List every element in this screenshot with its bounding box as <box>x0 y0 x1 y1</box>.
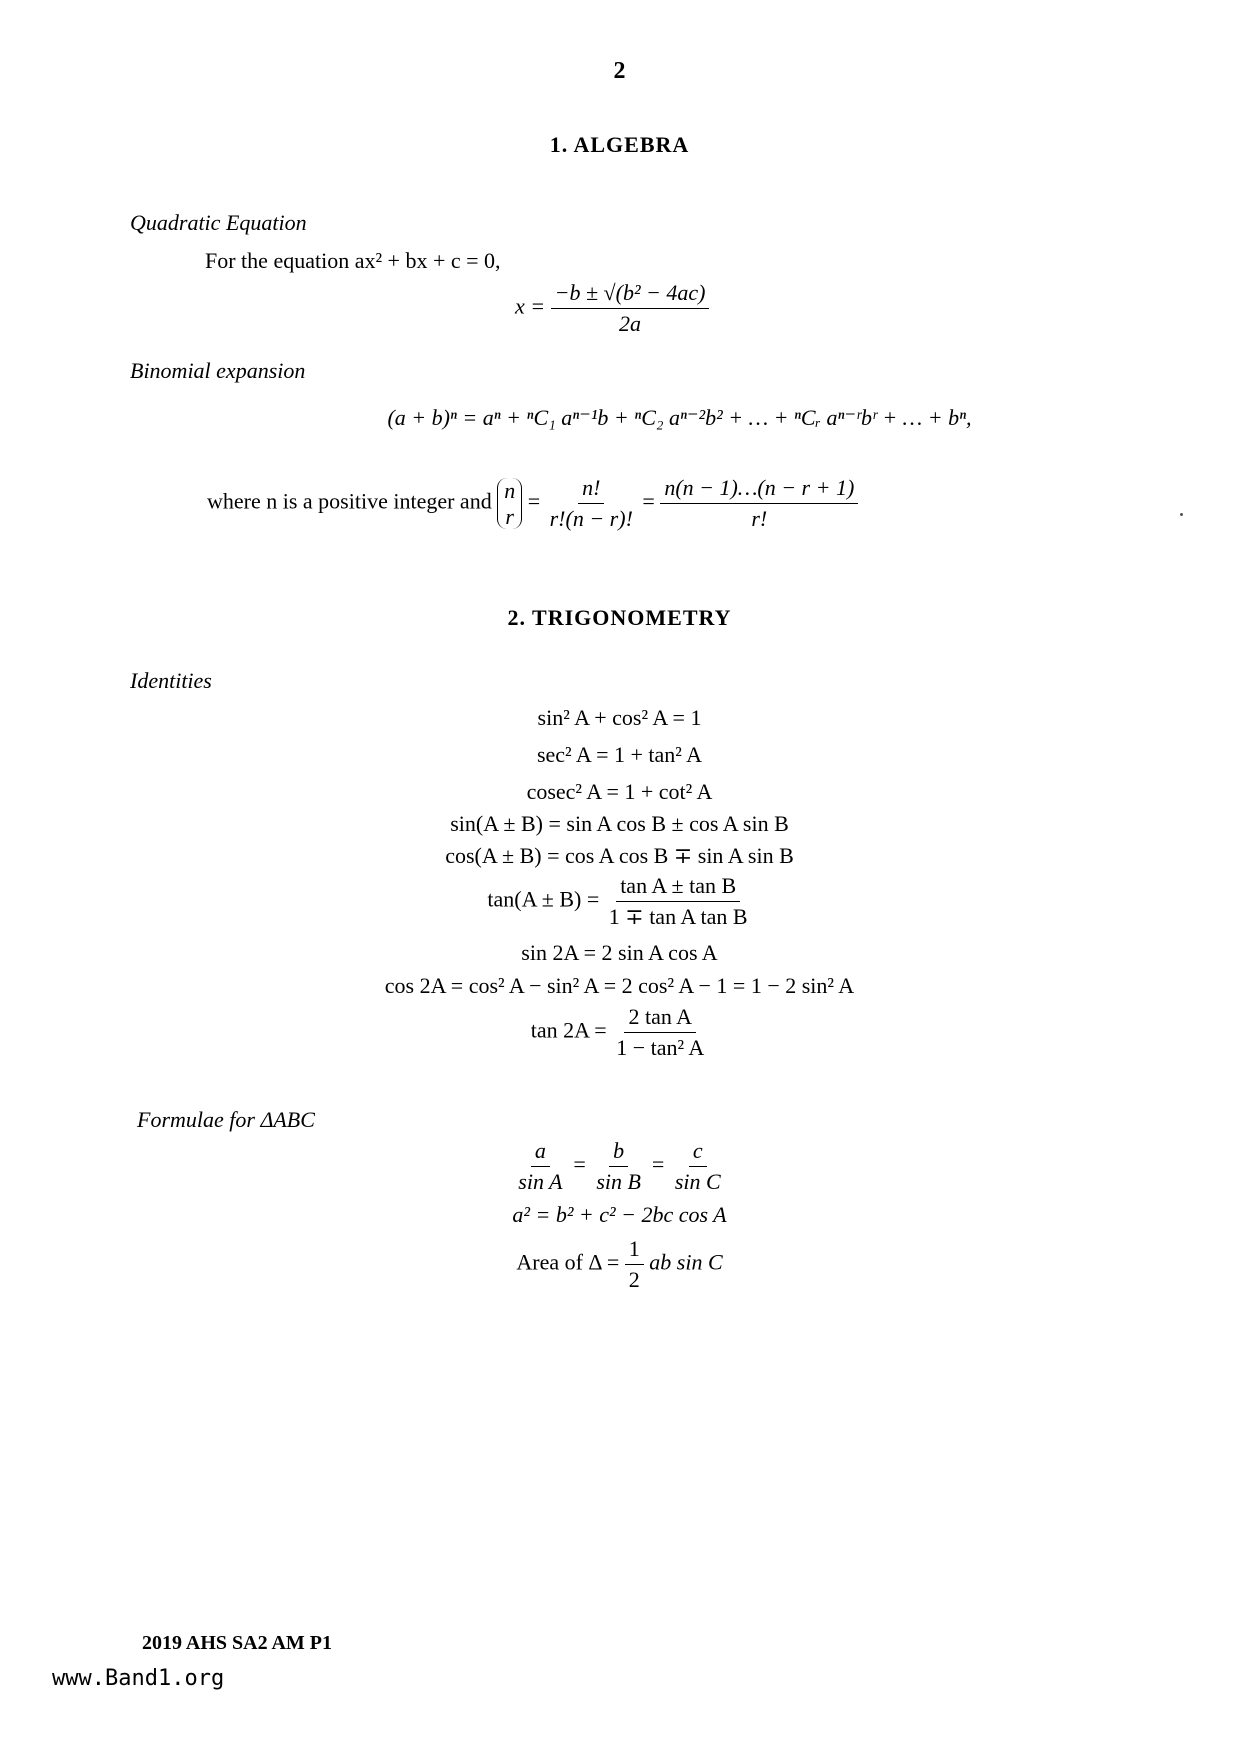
binomial-frac2-den: r! <box>751 506 768 531</box>
sine-rule-d1: sin A <box>518 1169 563 1194</box>
binomial-frac1 <box>546 475 637 532</box>
binomial-where: where n is a positive integer and <box>207 488 492 514</box>
tan-2a-formula <box>0 1004 1239 1061</box>
tan-2a-den: 1 − tan² A <box>616 1035 705 1060</box>
binomial-coefficient <box>497 478 522 529</box>
binom-n: n <box>504 478 516 504</box>
tan-sum-fraction <box>605 873 752 930</box>
algebra-heading: 1. ALGEBRA <box>549 132 690 157</box>
sine-rule-n2: b <box>609 1138 628 1167</box>
binomial-frac1-den: r!(n − r)! <box>549 506 633 531</box>
sine-rule <box>0 1138 1239 1195</box>
quadratic-denominator: 2a <box>619 311 642 336</box>
sine-rule-eq2: = <box>650 1151 666 1177</box>
identity-line-3: cosec² A = 1 + cot² A <box>526 779 713 804</box>
identity-line-4: sin(A ± B) = sin A cos B ± cos A sin B <box>450 811 789 836</box>
binomial-frac2-num: n(n − 1)…(n − r + 1) <box>660 475 858 504</box>
area-formula <box>0 1236 1239 1293</box>
sine-rule-eq1: = <box>572 1151 587 1177</box>
binomial-subheading: Binomial expansion <box>130 358 306 383</box>
sin-2a-identity: sin 2A = 2 sin A cos A <box>521 940 718 965</box>
tan-2a-fraction <box>612 1004 708 1061</box>
quadratic-subheading: Quadratic Equation <box>130 210 307 235</box>
area-fraction <box>625 1236 644 1293</box>
quadratic-lhs: x = <box>515 293 546 319</box>
tan-sum-formula <box>0 873 1239 930</box>
binomial-definition: where n is a positive integer and n r = $\frac{n!}{r!(n - r)!}$ = $\frac{n(n - 1)\dots(n - r + 1)}{r!}$ <box>207 475 858 532</box>
website-url[interactable]: www.Band1.org <box>52 1666 225 1691</box>
sine-rule-n1: a <box>531 1138 550 1167</box>
triangle-subheading: Formulae for ΔABC <box>137 1107 315 1132</box>
tan-2a-lhs: tan 2A = <box>530 1017 607 1043</box>
identities-subheading: Identities <box>130 668 212 693</box>
identity-line-2: sec² A = 1 + tan² A <box>536 742 703 767</box>
binomial-frac1-num: n! <box>578 475 604 504</box>
cosine-rule: a² = b² + c² − 2bc cos A <box>512 1202 727 1227</box>
tan-sum-lhs: tan(A ± B) = <box>487 886 600 912</box>
quadratic-numerator: −b ± √(b² − 4ac) <box>551 280 710 309</box>
identity-line-1: sin² A + cos² A = 1 <box>537 705 702 730</box>
binom-r: r <box>505 503 514 529</box>
sine-rule-frac-b <box>592 1138 645 1195</box>
binomial-expansion: (a + b)ⁿ = aⁿ + ⁿC₁ aⁿ⁻¹b + ⁿC₂ aⁿ⁻²b² + … + ⁿCᵣ aⁿ⁻ʳbʳ + … + bⁿ, <box>387 405 972 430</box>
area-lhs: Area of Δ = <box>516 1249 620 1275</box>
quadratic-intro: For the equation ax² + bx + c = 0, <box>205 248 501 273</box>
area-rhs: ab sin C <box>649 1249 723 1275</box>
quadratic-formula <box>515 280 709 337</box>
page-number: 2 <box>613 58 626 84</box>
scan-dot <box>1180 513 1183 516</box>
sine-rule-d2: sin B <box>596 1169 641 1194</box>
sine-rule-d3: sin C <box>674 1169 721 1194</box>
exam-code: 2019 AHS SA2 AM P1 <box>142 1632 333 1654</box>
cos-2a-identity: cos 2A = cos² A − sin² A = 2 cos² A − 1 = 1 − 2 sin² A <box>384 973 855 998</box>
tan-2a-num: 2 tan A <box>624 1004 696 1033</box>
identity-line-5: cos(A ± B) = cos A cos B ∓ sin A sin B <box>445 843 794 868</box>
tan-sum-num: tan A ± tan B <box>616 873 740 902</box>
area-num: 1 <box>625 1236 644 1265</box>
binomial-frac2 <box>660 475 858 532</box>
tan-sum-den: 1 ∓ tan A tan B <box>608 904 748 929</box>
sine-rule-frac-c <box>671 1138 725 1195</box>
quadratic-fraction <box>551 280 710 337</box>
area-den: 2 <box>628 1267 640 1292</box>
sine-rule-frac-a <box>514 1138 566 1195</box>
trigonometry-heading: 2. TRIGONOMETRY <box>507 605 732 630</box>
sine-rule-n3: c <box>689 1138 707 1167</box>
